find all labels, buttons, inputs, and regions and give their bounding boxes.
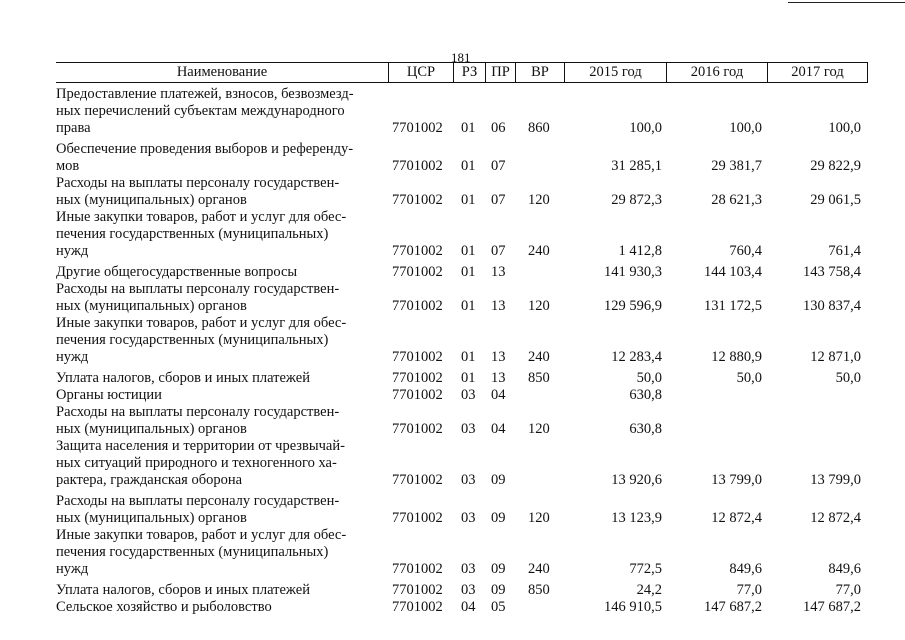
cell-pr: 09 — [491, 561, 506, 578]
row-name-line: Расходы на выплаты персоналу государствен- — [56, 493, 340, 509]
cell-rz: 01 — [461, 370, 476, 386]
cell-csr: 7701002 — [392, 561, 443, 578]
cell-pr: 13 — [491, 264, 506, 280]
cell-2017: 100,0 — [828, 120, 861, 137]
row-name-line: мов — [56, 158, 80, 175]
cell-csr: 7701002 — [392, 298, 443, 315]
cell-rz: 03 — [461, 510, 476, 527]
cell-csr: 7701002 — [392, 387, 443, 403]
cell-2017: 761,4 — [828, 243, 861, 260]
cell-2015: 630,8 — [629, 421, 662, 438]
column-header-2015: 2015 год — [589, 64, 642, 80]
cell-rz: 03 — [461, 472, 476, 489]
cell-pr: 07 — [491, 192, 506, 209]
row-name-line: нужд — [56, 243, 89, 260]
cell-vr: 120 — [528, 192, 550, 209]
cell-csr: 7701002 — [392, 599, 443, 615]
cell-2016: 849,6 — [729, 561, 762, 578]
cell-2017: 50,0 — [835, 370, 861, 386]
cell-2015: 1 412,8 — [618, 243, 662, 260]
cell-csr: 7701002 — [392, 472, 443, 489]
row-name-line: печения государственных (муниципальных) — [56, 544, 329, 561]
cell-2016: 100,0 — [729, 120, 762, 137]
cell-csr: 7701002 — [392, 349, 443, 366]
row-name-line: Органы юстиции — [56, 387, 162, 403]
cell-2015: 13 920,6 — [611, 472, 662, 489]
cell-2015: 24,2 — [636, 582, 662, 598]
row-name-line: ных (муниципальных) органов — [56, 510, 247, 527]
cell-vr: 850 — [528, 370, 550, 386]
cell-csr: 7701002 — [392, 120, 443, 137]
row-name-line: Предоставление платежей, взносов, безвозмезд- — [56, 86, 354, 102]
cell-2016: 12 880,9 — [711, 349, 762, 366]
cell-2015: 100,0 — [629, 120, 662, 137]
column-header-pr: ПР — [491, 64, 510, 80]
cell-pr: 07 — [491, 243, 506, 260]
cell-2017: 29 061,5 — [810, 192, 861, 209]
cell-vr: 120 — [528, 421, 550, 438]
row-name-line: Иные закупки товаров, работ и услуг для обес- — [56, 209, 347, 225]
row-name-line: Иные закупки товаров, работ и услуг для обес- — [56, 315, 347, 331]
cell-vr: 240 — [528, 349, 550, 366]
cell-pr: 06 — [491, 120, 506, 137]
cell-2016: 77,0 — [736, 582, 762, 598]
cell-pr: 04 — [491, 387, 506, 403]
row-name-line: Расходы на выплаты персоналу государствен- — [56, 404, 340, 420]
cell-vr: 850 — [528, 582, 550, 598]
cell-csr: 7701002 — [392, 192, 443, 209]
cell-2016: 29 381,7 — [711, 158, 762, 175]
column-header-csr: ЦСР — [406, 64, 436, 80]
row-name-line: ных (муниципальных) органов — [56, 192, 247, 209]
row-name-line: Другие общегосударственные вопросы — [56, 264, 298, 280]
cell-pr: 13 — [491, 298, 506, 315]
row-name-line: права — [56, 120, 91, 137]
cell-2016: 13 799,0 — [711, 472, 762, 489]
cell-pr: 05 — [491, 599, 506, 615]
row-name-line: Обеспечение проведения выборов и референду- — [56, 141, 354, 157]
row-name-line: ных (муниципальных) органов — [56, 298, 247, 315]
cell-rz: 01 — [461, 120, 476, 137]
cell-rz: 01 — [461, 349, 476, 366]
column-header-name: Наименование — [176, 64, 268, 80]
cell-pr: 13 — [491, 370, 506, 386]
column-header-vr: ВР — [531, 64, 549, 80]
cell-pr: 09 — [491, 510, 506, 527]
cell-rz: 03 — [461, 387, 476, 403]
row-name-line: нужд — [56, 349, 89, 366]
row-name-line: печения государственных (муниципальных) — [56, 332, 329, 349]
column-header-rz: РЗ — [461, 64, 478, 80]
cell-2015: 12 283,4 — [611, 349, 662, 366]
cell-rz: 03 — [461, 561, 476, 578]
cell-2016: 147 687,2 — [704, 599, 762, 615]
row-name-line: Защита населения и территории от чрезвычай- — [56, 438, 345, 454]
cell-csr: 7701002 — [392, 370, 443, 386]
cell-vr: 120 — [528, 298, 550, 315]
cell-csr: 7701002 — [392, 510, 443, 527]
cell-2016: 50,0 — [736, 370, 762, 386]
page-number: 181 — [451, 50, 471, 65]
row-name-line: нужд — [56, 561, 89, 578]
cell-2015: 31 285,1 — [611, 158, 662, 175]
row-name-line: Расходы на выплаты персоналу государствен- — [56, 175, 340, 191]
row-name-line: Уплата налогов, сборов и иных платежей — [56, 370, 310, 386]
row-name-line: ных перечислений субъектам международного — [56, 103, 345, 120]
cell-2015: 772,5 — [629, 561, 662, 578]
cell-vr: 860 — [528, 120, 550, 137]
cell-2015: 29 872,3 — [611, 192, 662, 209]
cell-rz: 03 — [461, 421, 476, 438]
cell-2016: 12 872,4 — [711, 510, 762, 527]
cell-rz: 04 — [461, 599, 476, 615]
cell-rz: 01 — [461, 298, 476, 315]
column-header-2016: 2016 год — [690, 64, 744, 80]
cell-2017: 147 687,2 — [803, 599, 861, 615]
cell-pr: 09 — [491, 582, 506, 598]
row-name-line: Иные закупки товаров, работ и услуг для обес- — [56, 527, 347, 543]
cell-2017: 12 871,0 — [810, 349, 861, 366]
cell-csr: 7701002 — [392, 264, 443, 280]
cell-rz: 01 — [461, 192, 476, 209]
cell-2016: 760,4 — [729, 243, 762, 260]
cell-rz: 01 — [461, 264, 476, 280]
cell-2016: 28 621,3 — [711, 192, 762, 209]
cell-vr: 240 — [528, 243, 550, 260]
cell-vr: 120 — [528, 510, 550, 527]
cell-2017: 849,6 — [828, 561, 861, 578]
cell-csr: 7701002 — [392, 421, 443, 438]
column-header-2017: 2017 год — [791, 64, 844, 80]
cell-2016: 144 103,4 — [704, 264, 762, 280]
cell-2015: 129 596,9 — [604, 298, 662, 315]
cell-2015: 50,0 — [636, 370, 662, 386]
row-name-line: ных ситуаций природного и техногенного ха- — [56, 455, 337, 472]
cell-rz: 01 — [461, 243, 476, 260]
row-name-line: ных (муниципальных) органов — [56, 421, 247, 438]
cell-pr: 13 — [491, 349, 506, 366]
cell-2015: 630,8 — [629, 387, 662, 403]
cell-rz: 03 — [461, 582, 476, 598]
cell-rz: 01 — [461, 158, 476, 175]
cell-2017: 77,0 — [835, 582, 861, 598]
cell-csr: 7701002 — [392, 243, 443, 260]
cell-pr: 04 — [491, 421, 506, 438]
row-name-line: Уплата налогов, сборов и иных платежей — [56, 582, 310, 598]
cell-csr: 7701002 — [392, 582, 443, 598]
row-name-line: печения государственных (муниципальных) — [56, 226, 329, 243]
row-name-line: Расходы на выплаты персоналу государствен- — [56, 281, 340, 297]
cell-2017: 143 758,4 — [803, 264, 861, 280]
cell-pr: 07 — [491, 158, 506, 175]
cell-2015: 13 123,9 — [611, 510, 662, 527]
cell-2017: 29 822,9 — [810, 158, 861, 175]
cell-2017: 130 837,4 — [803, 298, 861, 315]
cell-2015: 141 930,3 — [604, 264, 662, 280]
cell-csr: 7701002 — [392, 158, 443, 175]
row-name-line: рактера, гражданская оборона — [56, 472, 243, 489]
cell-pr: 09 — [491, 472, 506, 489]
cell-2016: 131 172,5 — [704, 298, 762, 315]
row-name-line: Сельское хозяйство и рыболовство — [56, 599, 272, 615]
cell-2017: 13 799,0 — [810, 472, 861, 489]
cell-2017: 12 872,4 — [810, 510, 861, 527]
cell-vr: 240 — [528, 561, 550, 578]
cell-2015: 146 910,5 — [604, 599, 662, 615]
